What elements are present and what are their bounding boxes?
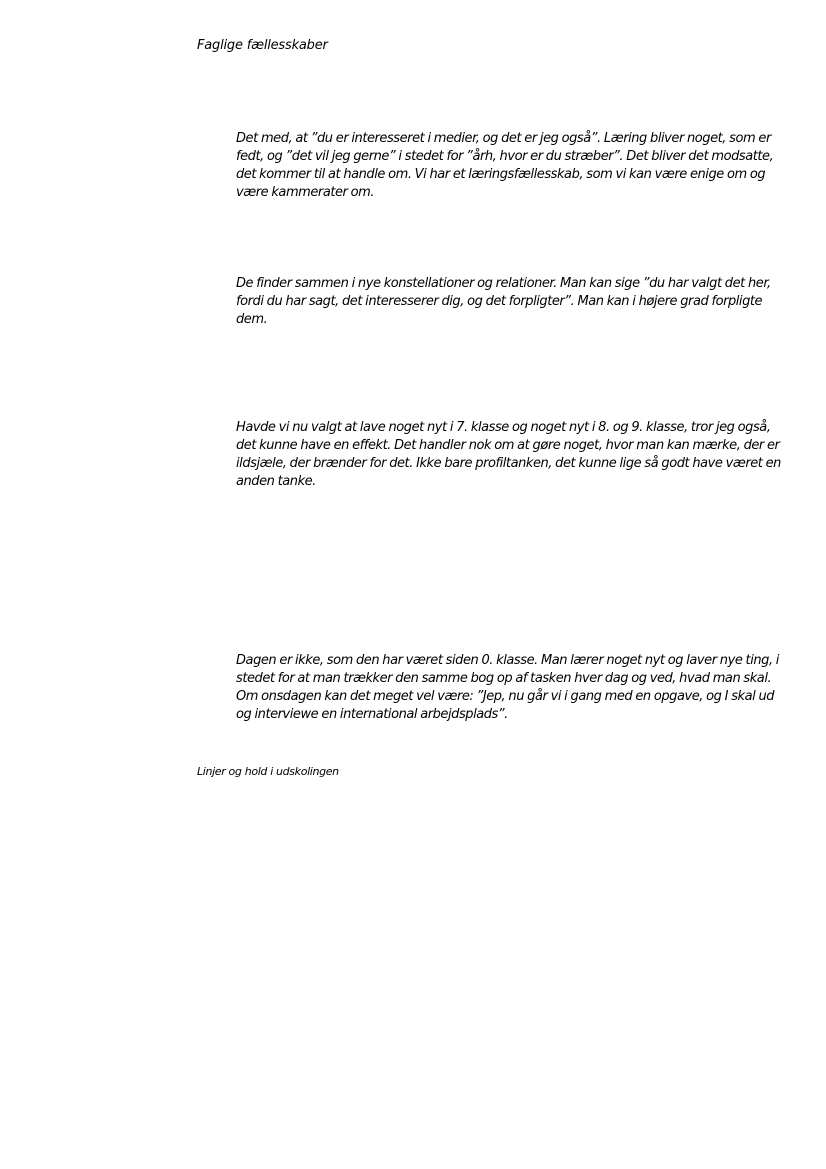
running-header: Faglige fællesskaber (197, 38, 328, 53)
quote-paragraph: Dagen er ikke, som den har været siden 0. klasse. Man lærer noget nyt og laver nye ting, i stedet for at man trækker den samme bog op af tasken hver dag og ved, hvad man skal. Om onsdagen kan det meget vel være: ”Jep, nu går vi i gang med en opgave, og I skal ud og interviewe en international arbejdsplads”. (236, 653, 779, 722)
quote-paragraph: De finder sammen i nye konstellationer og relationer. Man kan sige ”du har valgt det her, fordi du har sagt, det interesserer dig, og det forpligter”. Man kan i højere grad forpligte dem. (236, 276, 771, 327)
running-footer: Linjer og hold i udskolingen (197, 765, 339, 778)
quote-paragraph: Havde vi nu valgt at lave noget nyt i 7. klasse og noget nyt i 8. og 9. klasse, tror jeg også, det kunne have en effekt. Det handler nok om at gøre noget, hvor man kan mærke, der er ildsjæle, der brænder for det. Ikke bare profiltanken, det kunne lige så godt have været en anden tanke. (236, 420, 781, 489)
quote-paragraph: Det med, at ”du er interesseret i medier, og det er jeg også”. Læring bliver noget, som er fedt, og ”det vil jeg gerne” i stedet for ”årh, hvor er du stræber”. Det bliver det modsatte, det kommer til at handle om. Vi har et læringsfællesskab, som vi kan være enige om og være kammerater om. (236, 131, 774, 200)
